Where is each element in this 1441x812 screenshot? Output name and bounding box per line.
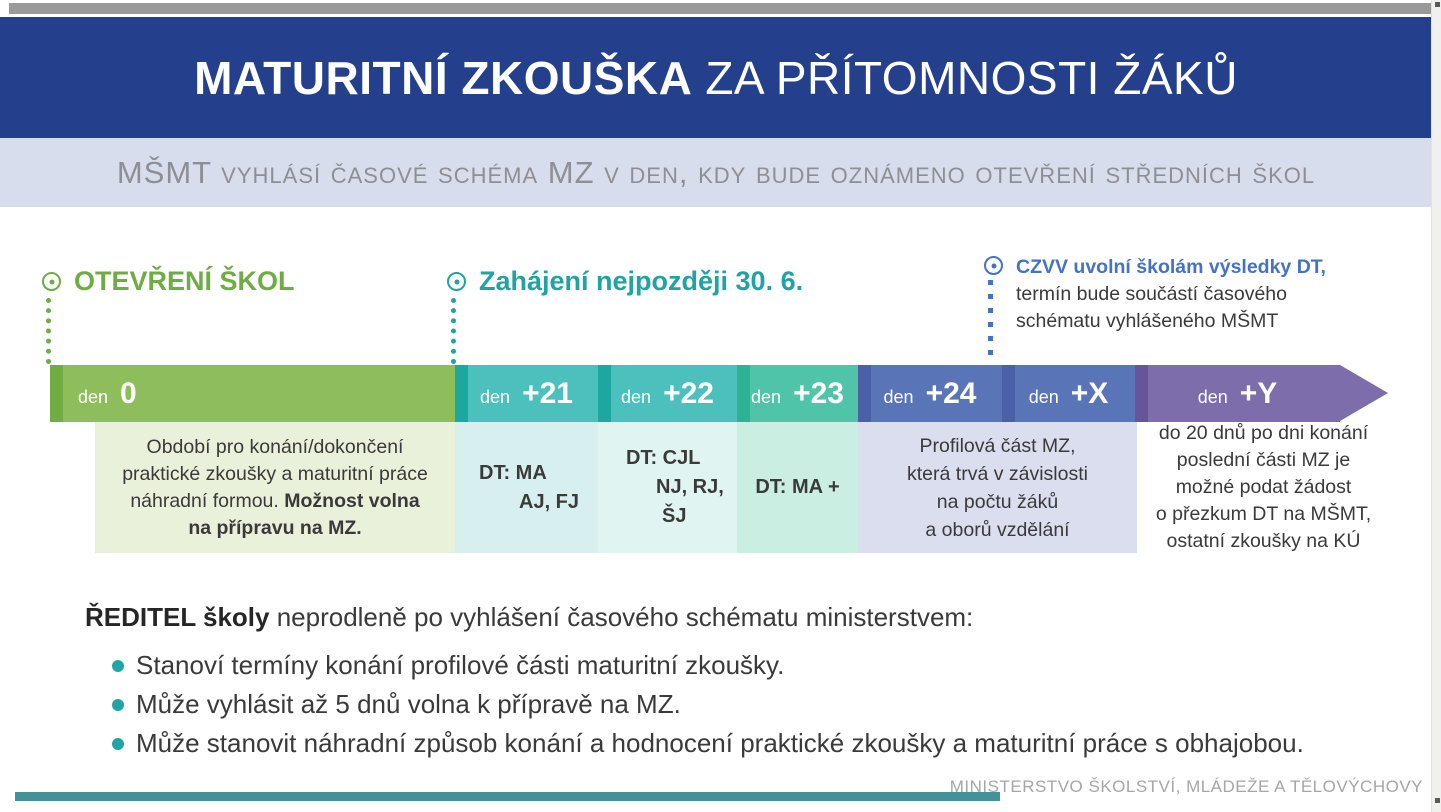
segment-day-value: +X	[1070, 376, 1109, 410]
desc-box-day-23	[737, 422, 858, 553]
scrollbar-down-arrow-icon[interactable]	[1435, 798, 1440, 803]
dotted-connector	[988, 280, 993, 363]
milestone-czvv-results	[984, 254, 1326, 335]
segment-day-value: +22	[663, 376, 714, 410]
milestone-line: CZVV uvolní školám výsledky DT,	[1016, 256, 1326, 278]
desc-line: praktické zkoušky a maturitní práce	[122, 462, 428, 485]
page-title	[194, 51, 1238, 105]
segment-day-prefix: den	[883, 386, 914, 407]
desc-line: možné podat žádost	[1175, 476, 1352, 498]
desc-box-day-y	[1137, 422, 1390, 553]
milestone-label	[1016, 254, 1326, 335]
segment-day-prefix: den	[78, 386, 109, 407]
segment-day-prefix: den	[1028, 386, 1059, 407]
desc-line: Profilová část MZ,	[919, 434, 1076, 457]
director-bullet-list	[85, 646, 1415, 763]
desc-line-bold: Možnost volna	[284, 489, 420, 512]
desc-box-day-22	[598, 422, 737, 553]
window-top-bar	[9, 3, 1432, 14]
timeline-segment-day-22	[598, 365, 737, 422]
milestone-school-opening	[42, 268, 295, 295]
dotted-connector	[46, 298, 51, 364]
timeline-arrow-head	[1340, 365, 1388, 421]
timeline-segment-day-24	[858, 365, 1002, 422]
timeline-segment-day-21	[455, 365, 598, 422]
segment-day-value: 0	[120, 376, 137, 410]
page-title-strong: MATURITNÍ ZKOUŠKA	[194, 51, 693, 104]
desc-line	[95, 488, 455, 515]
timeline-segment-day-0	[50, 365, 455, 422]
director-heading	[85, 602, 1415, 633]
desc-line: NJ, RJ,	[656, 476, 724, 498]
ministry-footer-label: MINISTERSTVO ŠKOLSTVÍ, MLÁDEŽE A TĚLOVÝCHOVY	[949, 777, 1423, 796]
dotted-connector	[451, 298, 456, 364]
target-marker-icon	[447, 272, 466, 291]
segment-day-prefix: den	[1197, 386, 1228, 407]
desc-line: DT: MA +	[755, 476, 840, 498]
desc-line: na přípravu na MZ.	[188, 516, 362, 539]
director-section	[85, 602, 1415, 763]
milestone-line: termín bude součástí časového	[1016, 283, 1287, 305]
list-item: Může vyhlásit až 5 dnů volna k přípravě na MZ.	[85, 685, 1415, 724]
segment-day-value: +Y	[1239, 376, 1278, 410]
desc-line-normal: náhradní formou.	[130, 489, 285, 512]
desc-line: AJ, FJ	[519, 490, 580, 513]
scrollbar-up-arrow-icon[interactable]	[1435, 2, 1440, 7]
segment-day-value: +23	[793, 376, 844, 410]
segment-day-prefix: den	[751, 386, 782, 407]
subtitle-band	[0, 138, 1432, 207]
vertical-scrollbar[interactable]	[1431, 0, 1441, 812]
desc-line: DT: CJL	[626, 447, 701, 469]
milestone-label: Zahájení nejpozději 30. 6.	[479, 266, 804, 296]
desc-line: ostatní zkoušky na KÚ	[1166, 530, 1361, 552]
desc-line: na počtu žáků	[936, 490, 1059, 513]
desc-line: DT: MA	[479, 461, 547, 484]
desc-box-day-0	[95, 422, 455, 553]
desc-box-day-24-x	[858, 422, 1137, 553]
desc-line: do 20 dnů po dni konání	[1158, 422, 1369, 444]
footer-accent-bar	[15, 792, 1000, 801]
target-marker-icon	[984, 256, 1003, 275]
desc-line: a oborů vzdělání	[925, 518, 1070, 541]
segment-day-prefix: den	[621, 386, 652, 407]
list-item: Stanoví termíny konání profilové části maturitní zkoušky.	[85, 646, 1415, 685]
milestone-start-deadline	[447, 268, 803, 295]
desc-box-day-21	[455, 422, 598, 553]
target-marker-icon	[42, 272, 61, 291]
director-heading-rest: neprodleně po vyhlášení časového schématu ministerstvem:	[269, 602, 974, 632]
timeline-segment-day-x	[1002, 365, 1135, 422]
desc-line: ŠJ	[662, 505, 687, 527]
page-title-rest: ZA PŘÍTOMNOSTI ŽÁKŮ	[705, 51, 1238, 104]
subtitle-text: MŠMT vyhlásí časové schéma MZ v den, kdy bude oznámeno otevření středních škol	[116, 154, 1316, 190]
list-item: Může stanovit náhradní způsob konání a hodnocení praktické zkoušky a maturitní práce s obhajobou.	[85, 724, 1415, 763]
segment-day-prefix: den	[480, 386, 511, 407]
milestone-line: schématu vyhlášeného MŠMT	[1016, 310, 1279, 332]
slide-header	[0, 17, 1432, 138]
timeline-segment-day-23	[737, 365, 858, 422]
milestone-label: OTEVŘENÍ ŠKOL	[74, 266, 295, 296]
segment-day-value: +21	[522, 376, 573, 410]
desc-line: o přezkum DT na MŠMT,	[1155, 503, 1372, 525]
desc-line: poslední části MZ je	[1176, 449, 1351, 471]
desc-line: která trvá v závislosti	[907, 462, 1088, 485]
timeline-segment-day-y	[1135, 365, 1340, 422]
director-heading-strong: ŘEDITEL školy	[85, 602, 270, 632]
desc-line: Období pro konání/dokončení	[146, 435, 404, 458]
segment-day-value: +24	[925, 376, 977, 410]
